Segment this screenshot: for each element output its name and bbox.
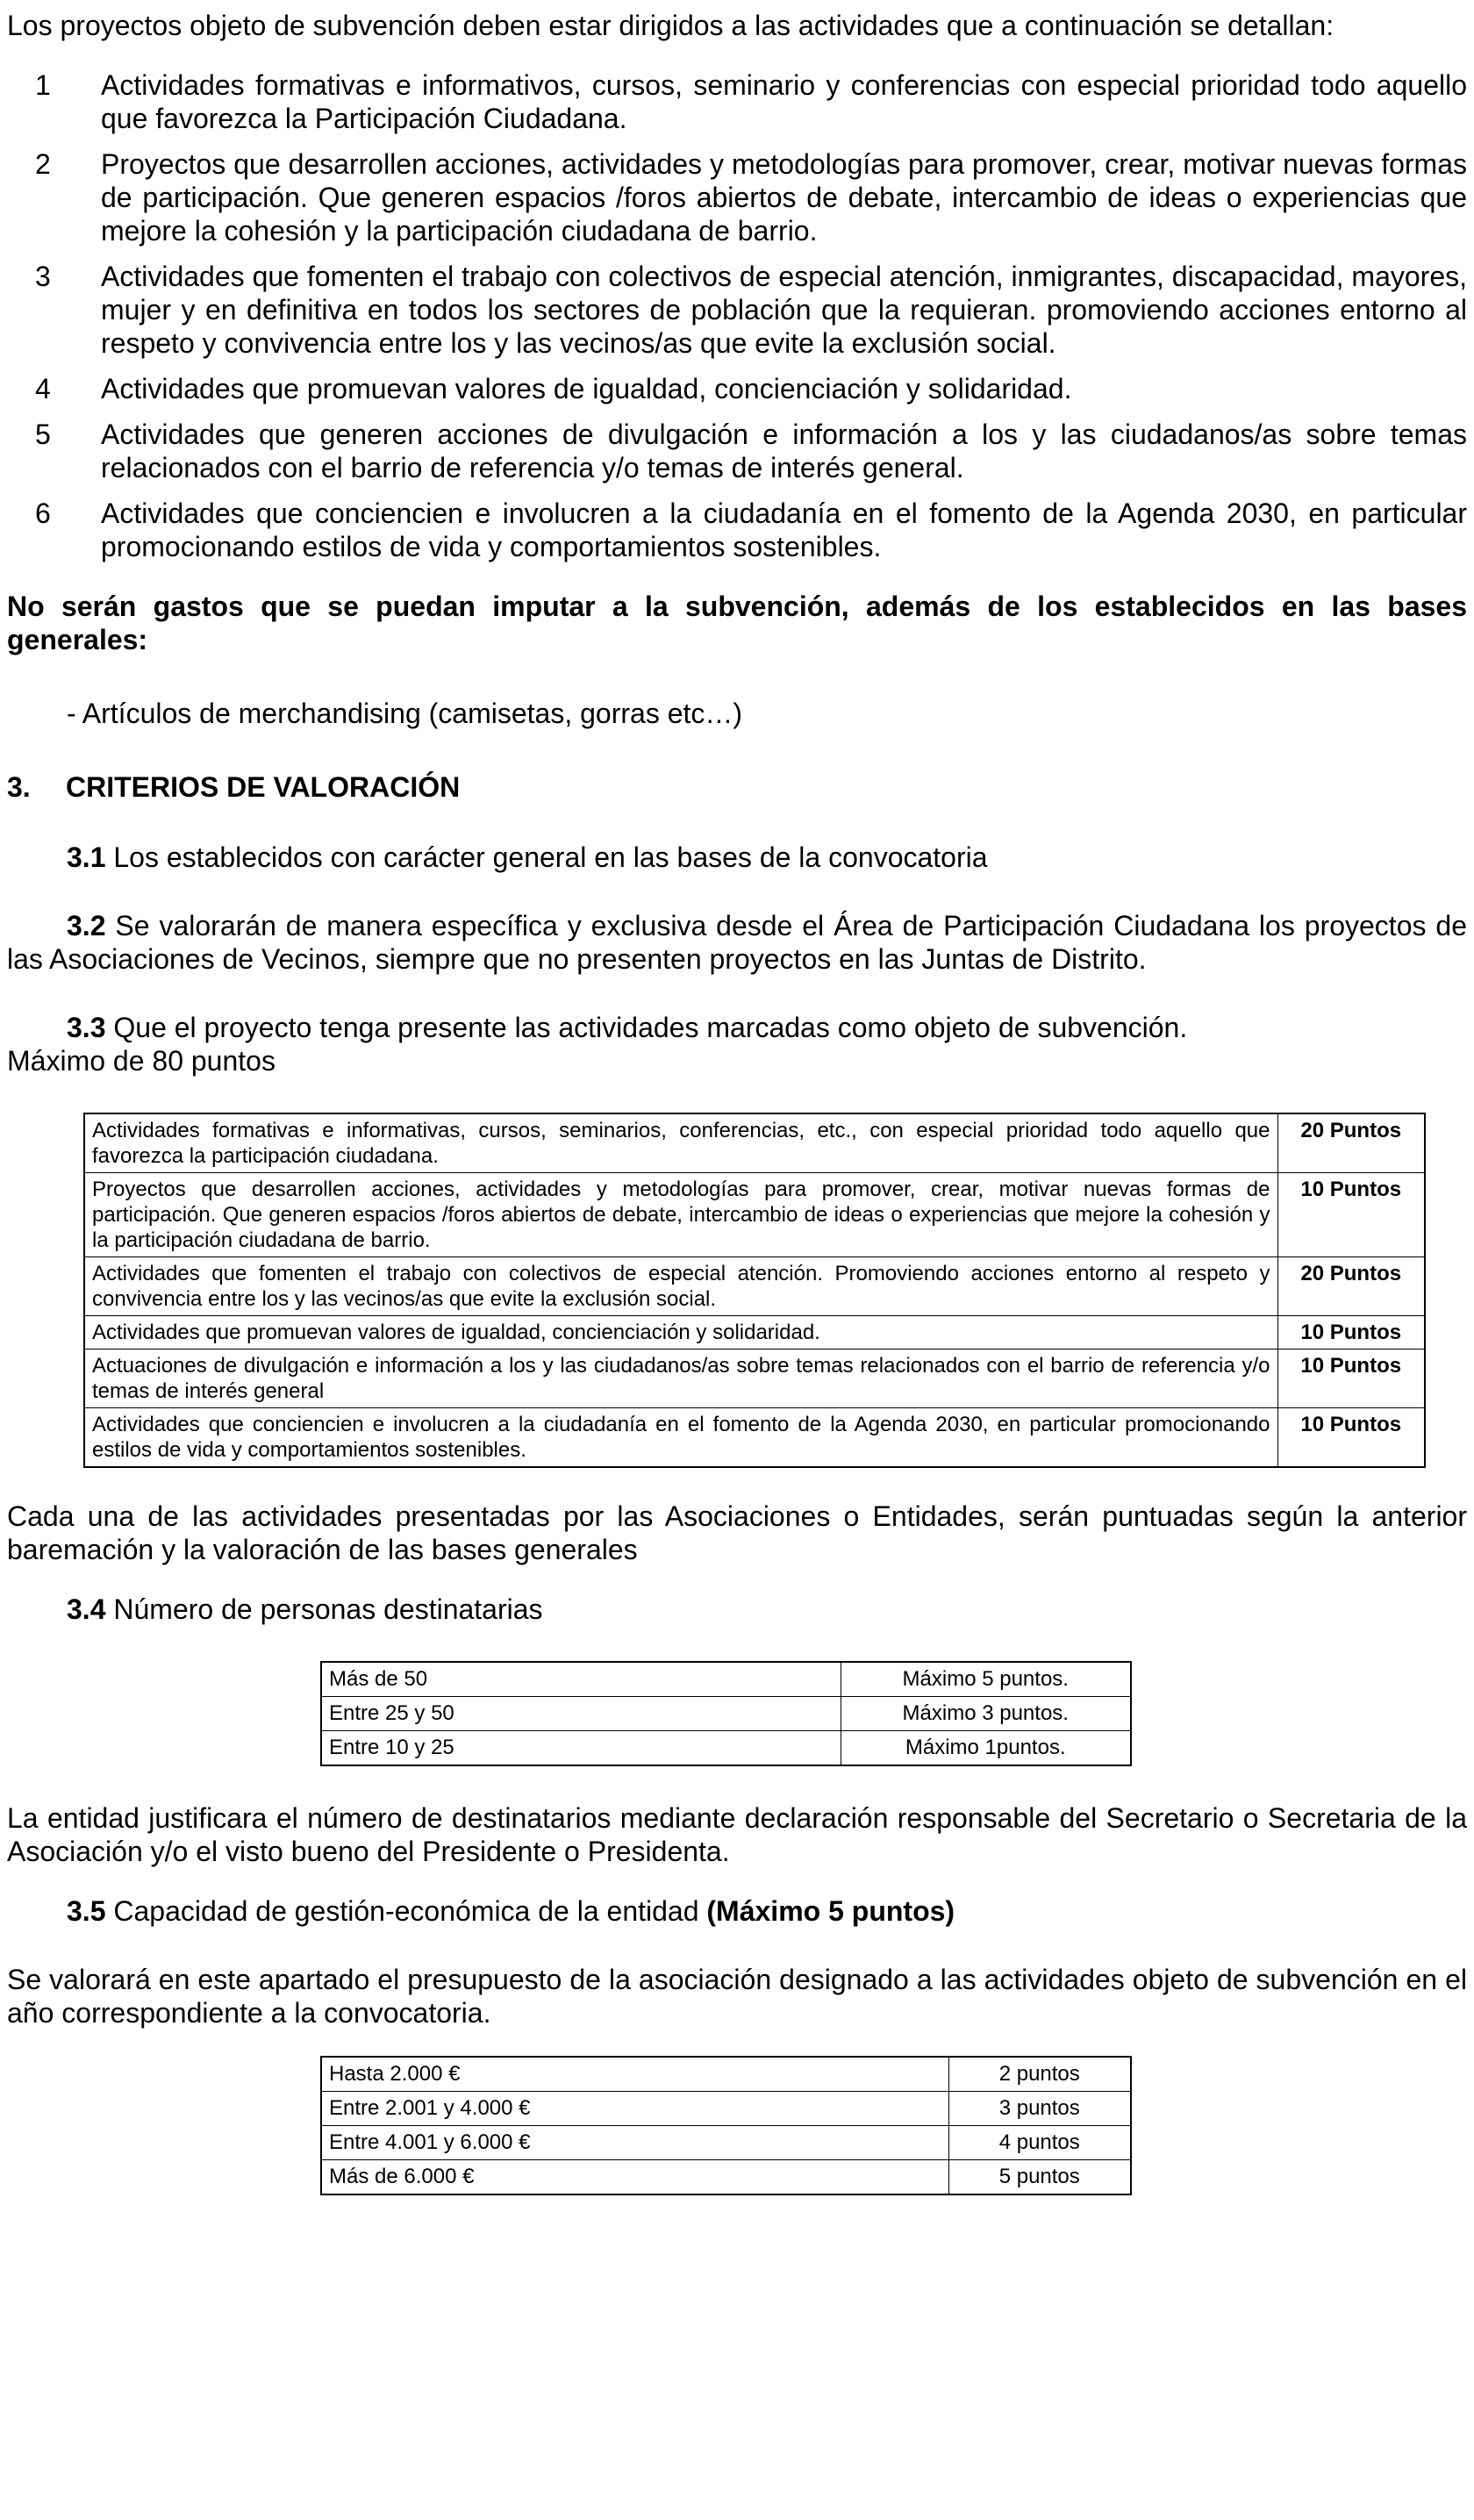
list-item-text: Actividades que conciencien e involucren a la ciudadanía en el fomento de la Agenda 2030, en particular promocionando estilos de vida y comportamientos sostenibles.	[101, 498, 1467, 562]
budget-intro-paragraph: Se valorará en este apartado el presupuesto de la asociación designado a las actividades objeto de subvención en el año correspondiente a la convocatoria.	[7, 1964, 1467, 2029]
list-item-text: Actividades que promuevan valores de igualdad, concienciación y solidaridad.	[101, 373, 1072, 404]
points-cell: 20 Puntos	[1277, 1113, 1425, 1173]
list-item-text: Proyectos que desarrollen acciones, actividades y metodologías para promover, crear, motivar nuevas formas de participación. Que generen espacios /foros abiertos de debate, intercambio de ideas o experiencias que mejore la cohesión y la participación ciudadana de barrio.	[101, 148, 1467, 247]
recipients-table	[320, 1661, 1132, 1766]
table-row	[84, 1257, 1425, 1316]
scoring-table	[83, 1113, 1426, 1468]
range-cell: Entre 2.001 y 4.000 €	[321, 2092, 948, 2126]
section-number: 3.	[7, 771, 31, 803]
subsection-3-1-text: Los establecidos con carácter general en las bases de la convocatoria	[113, 841, 988, 873]
points-cell: 2 puntos	[948, 2057, 1131, 2092]
subsection-3-2-text: Se valorarán de manera específica y exclusiva desde el Área de Participación Ciudadana los proyectos de las Asociaciones de Vecinos, siempre que no presenten proyectos en las Juntas de Distrito.	[7, 910, 1468, 975]
points-cell: 3 puntos	[948, 2092, 1131, 2126]
points-cell: Máximo 3 puntos.	[841, 1697, 1131, 1731]
range-cell: Más de 50	[321, 1662, 841, 1697]
points-cell: 10 Puntos	[1277, 1316, 1425, 1349]
list-item	[7, 497, 1467, 563]
points-cell: Máximo 1puntos.	[841, 1731, 1131, 1766]
section-3-heading	[7, 770, 1467, 804]
list-item-text: Actividades que fomenten el trabajo con colectivos de especial atención, inmigrantes, discapacidad, mayores, mujer y en definitiva en todos los sectores de población que la requieran. promoviendo acciones entorno al respeto y convivencia entre los y las vecinos/as que evite la exclusión social.	[101, 261, 1467, 359]
list-item	[7, 418, 1467, 484]
list-item-text: Actividades que generen acciones de divulgación e información a los y las ciudadanos/as sobre temas relacionados con el barrio de referencia y/o temas de interés general.	[101, 419, 1467, 483]
list-item-number: 6	[35, 498, 51, 529]
list-item	[7, 260, 1467, 360]
subsection-3-3-number: 3.3	[67, 1012, 106, 1043]
range-cell: Entre 25 y 50	[321, 1697, 841, 1731]
points-cell: 10 Puntos	[1277, 1349, 1425, 1408]
list-item-number: 4	[35, 373, 51, 404]
table-row	[321, 2092, 1131, 2126]
list-item	[7, 147, 1467, 247]
table-row	[84, 1349, 1425, 1408]
points-cell: 20 Puntos	[1277, 1257, 1425, 1316]
list-item-text: Actividades formativas e informativos, cursos, seminario y conferencias con especial prioridad todo aquello que favorezca la Participación Ciudadana.	[101, 69, 1467, 134]
intro-paragraph: Los proyectos objeto de subvención deben estar dirigidos a las actividades que a continuación se detallan:	[7, 10, 1334, 41]
points-cell: 4 puntos	[948, 2126, 1131, 2160]
range-cell: Más de 6.000 €	[321, 2160, 948, 2195]
range-cell: Entre 4.001 y 6.000 €	[321, 2126, 948, 2160]
table-row	[321, 2126, 1131, 2160]
merchandising-item: - Artículos de merchandising (camisetas, gorras etc…)	[67, 698, 743, 729]
subsection-3-5	[7, 1894, 1467, 1928]
points-cell: 5 puntos	[948, 2160, 1131, 2195]
after-table-paragraph: Cada una de las actividades presentadas por las Asociaciones o Entidades, serán puntuadas según la anterior baremación y la valoración de las bases generales	[7, 1500, 1467, 1565]
table-row	[321, 2057, 1131, 2092]
subsection-3-5-number: 3.5	[67, 1895, 106, 1927]
subsection-3-1	[7, 841, 1467, 874]
subsection-3-3-text: Que el proyecto tenga presente las actividades marcadas como objeto de subvención.	[113, 1012, 1188, 1043]
subsection-3-2	[7, 909, 1467, 976]
subsection-3-3-max-points: Máximo de 80 puntos	[7, 1045, 275, 1077]
criteria-cell: Proyectos que desarrollen acciones, actividades y metodologías para promover, crear, motivar nuevas formas de participación. Que generen espacios /foros abiertos de debate, intercambio de ideas o experiencias que mejore la cohesión y la participación ciudadana de barrio.	[84, 1173, 1277, 1257]
list-item-number: 5	[35, 419, 51, 450]
excluded-expenses-heading: No serán gastos que se puedan imputar a la subvención, además de los establecidos en las bases generales:	[7, 591, 1467, 655]
subsection-3-4-text: Número de personas destinatarias	[113, 1593, 543, 1625]
subsection-3-4	[7, 1593, 1467, 1626]
criteria-cell: Actividades que fomenten el trabajo con colectivos de especial atención. Promoviendo acciones entorno al respeto y convivencia entre los y las vecinos/as que evite la exclusión social.	[84, 1257, 1277, 1316]
criteria-cell: Actividades que promuevan valores de igualdad, concienciación y solidaridad.	[84, 1316, 1277, 1349]
points-cell: 10 Puntos	[1277, 1408, 1425, 1468]
table-row	[321, 1662, 1131, 1697]
section-title: CRITERIOS DE VALORACIÓN	[66, 771, 461, 803]
activities-list	[7, 68, 1467, 563]
range-cell: Entre 10 y 25	[321, 1731, 841, 1766]
subsection-3-4-number: 3.4	[67, 1593, 106, 1625]
criteria-cell: Actividades formativas e informativas, cursos, seminarios, conferencias, etc., con especial prioridad todo aquello que favorezca la participación ciudadana.	[84, 1113, 1277, 1173]
list-item-number: 1	[35, 69, 51, 101]
table-row	[84, 1408, 1425, 1468]
subsection-3-2-number: 3.2	[67, 910, 106, 941]
list-item-number: 3	[35, 261, 51, 292]
subsection-3-1-number: 3.1	[67, 841, 106, 873]
subsection-3-5-text: Capacidad de gestión-económica de la entidad	[113, 1895, 699, 1927]
points-cell: 10 Puntos	[1277, 1173, 1425, 1257]
list-item	[7, 68, 1467, 135]
list-item-number: 2	[35, 148, 51, 180]
subsection-3-5-max-points: (Máximo 5 puntos)	[706, 1895, 955, 1927]
table-row	[321, 1697, 1131, 1731]
table-row	[84, 1316, 1425, 1349]
budget-table	[320, 2056, 1132, 2195]
table-row	[84, 1113, 1425, 1173]
list-item	[7, 372, 1467, 405]
table-row	[84, 1173, 1425, 1257]
table-row	[321, 1731, 1131, 1766]
subsection-3-3	[7, 1011, 1467, 1077]
justification-paragraph: La entidad justificara el número de destinatarios mediante declaración responsable del Secretario o Secretaria de la Asociación y/o el visto bueno del Presidente o Presidenta.	[7, 1802, 1467, 1867]
range-cell: Hasta 2.000 €	[321, 2057, 948, 2092]
criteria-cell: Actividades que conciencien e involucren a la ciudadanía en el fomento de la Agenda 2030, en particular promocionando estilos de vida y comportamientos sostenibles.	[84, 1408, 1277, 1468]
table-row	[321, 2160, 1131, 2195]
points-cell: Máximo 5 puntos.	[841, 1662, 1131, 1697]
criteria-cell: Actuaciones de divulgación e información a los y las ciudadanos/as sobre temas relacionados con el barrio de referencia y/o temas de interés general	[84, 1349, 1277, 1408]
